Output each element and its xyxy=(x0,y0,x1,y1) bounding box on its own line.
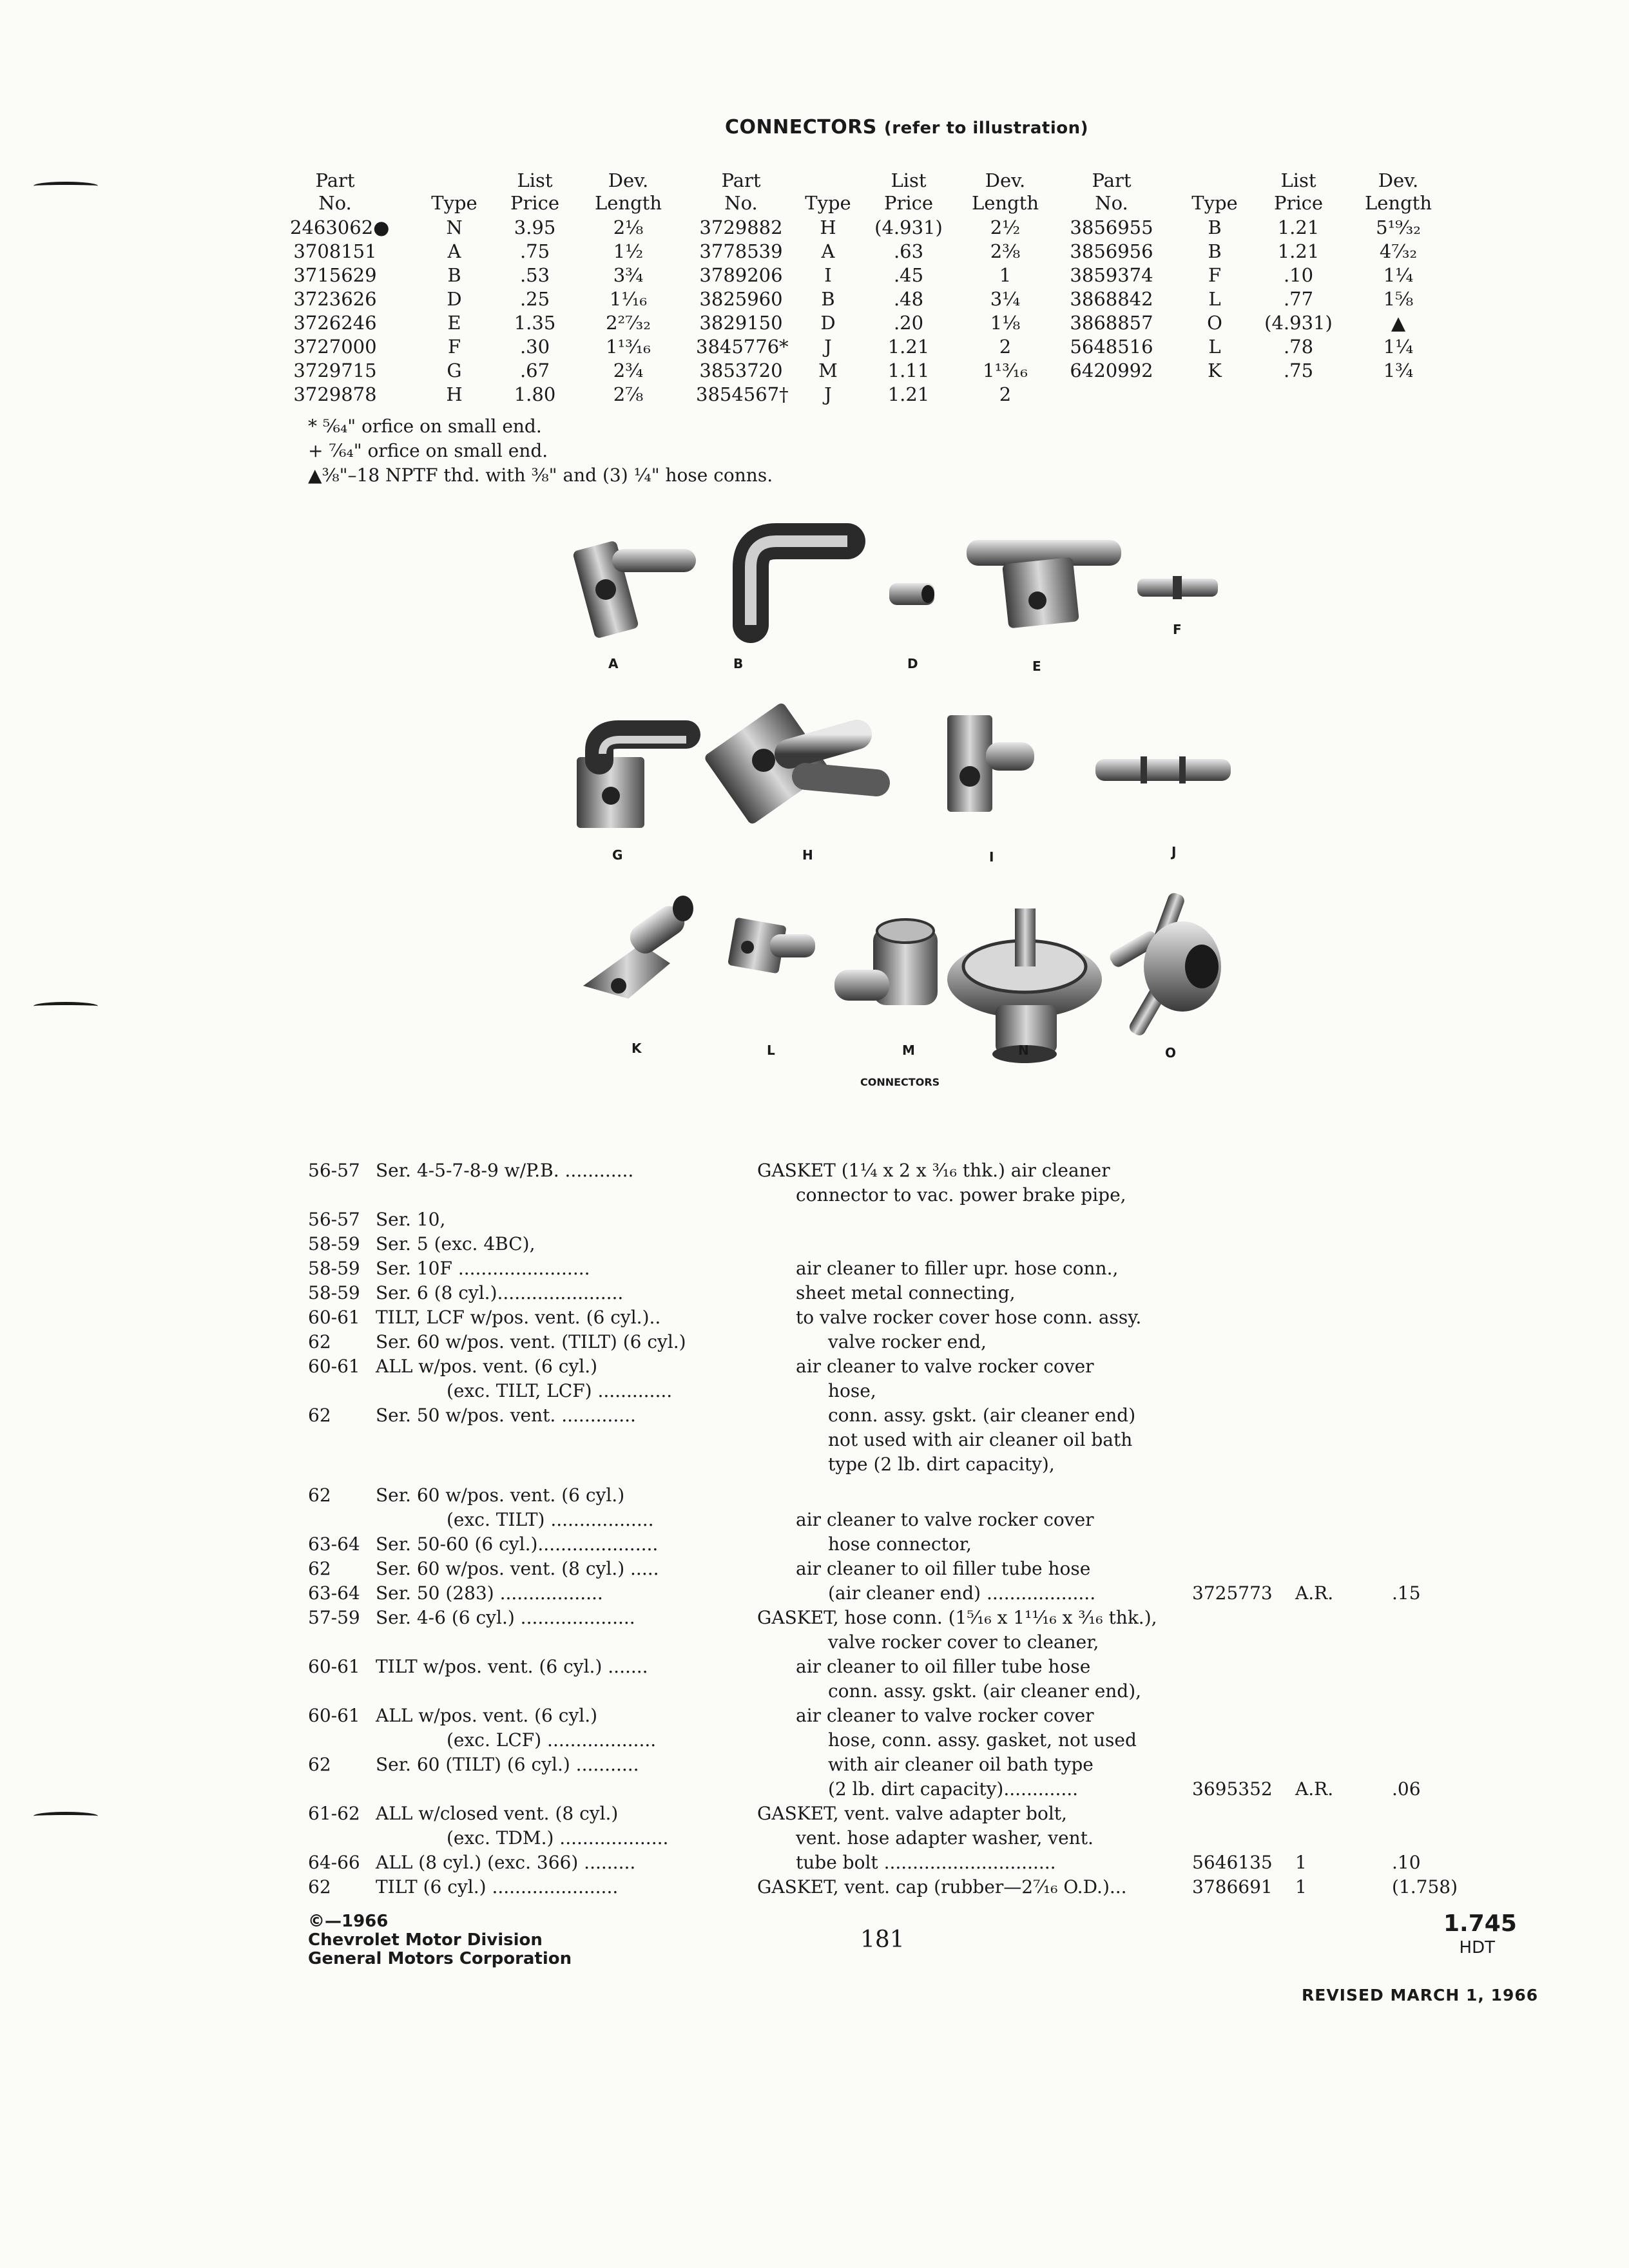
description: type (2 lb. dirt capacity), xyxy=(828,1454,1055,1475)
description: sheet metal connecting, xyxy=(796,1282,1016,1303)
description: (air cleaner end) ................... xyxy=(828,1582,1096,1604)
list-price: .45 xyxy=(893,264,924,286)
part-type: A xyxy=(821,240,835,262)
application: ALL (8 cyl.) (exc. 366) ......... xyxy=(376,1852,636,1873)
description: GASKET, hose conn. (1⁵⁄₁₆ x 1¹¹⁄₁₆ x ³⁄₁₆ thk.), xyxy=(757,1607,1157,1628)
header-part: Part xyxy=(1092,169,1132,191)
note-star: * ⁵⁄₆₄" orfice on small end. xyxy=(308,416,542,437)
description: hose, conn. assy. gasket, not used xyxy=(828,1729,1137,1751)
header-part: No. xyxy=(724,192,758,214)
application: (exc. LCF) ................... xyxy=(447,1729,657,1751)
section-number: 1.745 xyxy=(1443,1910,1517,1937)
part-number: 3829150 xyxy=(699,312,783,334)
note-dagger: + ⁷⁄₆₄" orfice on small end. xyxy=(308,440,548,461)
application: Ser. 4-5-7-8-9 w/P.B. ............ xyxy=(376,1160,634,1181)
description: air cleaner to valve rocker cover xyxy=(796,1705,1094,1726)
list-price: (4.931) xyxy=(1264,312,1333,334)
description: GASKET (1¼ x 2 x ³⁄₁₆ thk.) air cleaner xyxy=(757,1160,1110,1181)
header-type: Type xyxy=(431,192,477,214)
part-number: 3856955 xyxy=(1070,216,1153,238)
dev-length: 5¹⁹⁄₃₂ xyxy=(1376,216,1421,238)
connector-a-icon xyxy=(572,540,696,639)
description: air cleaner to valve rocker cover xyxy=(796,1509,1094,1530)
application: (exc. TILT) .................. xyxy=(447,1509,654,1530)
quantity: 1 xyxy=(1295,1876,1307,1898)
division: Chevrolet Motor Division xyxy=(308,1930,543,1950)
model-years: 61-62 xyxy=(308,1803,360,1824)
part-type: A xyxy=(447,240,461,262)
list-price: .63 xyxy=(893,240,924,262)
part-type: H xyxy=(446,383,463,405)
dev-length: 2 xyxy=(999,383,1012,405)
list-price: .30 xyxy=(519,336,550,358)
header-dev: Dev. xyxy=(608,169,649,191)
dev-length: 1⅝ xyxy=(1383,288,1414,310)
figure-label-d: D xyxy=(907,656,918,671)
list-price: 3.95 xyxy=(514,216,556,238)
dev-length: 1½ xyxy=(613,240,644,262)
part-number: 2463062● xyxy=(290,216,390,238)
part-number: 3695352 xyxy=(1192,1778,1273,1800)
part-number: 3715629 xyxy=(293,264,377,286)
figure-label-h: H xyxy=(802,847,813,863)
application: Ser. 4-6 (6 cyl.) .................... xyxy=(376,1607,635,1628)
part-number: 5648516 xyxy=(1070,336,1153,358)
part-type: F xyxy=(447,336,461,358)
part-number: 3725773 xyxy=(1192,1582,1273,1604)
application: Ser. 50 w/pos. vent. ............. xyxy=(376,1405,636,1426)
list-price: 1.21 xyxy=(1277,240,1320,262)
description: GASKET, vent. cap (rubber—2⁷⁄₁₆ O.D.)... xyxy=(757,1876,1127,1898)
header-part: No. xyxy=(1095,192,1128,214)
part-number: 3854567† xyxy=(696,383,789,405)
model-years: 60-61 xyxy=(308,1356,360,1377)
part-number: 3856956 xyxy=(1070,240,1153,262)
model-years: 64-66 xyxy=(308,1852,360,1873)
description: conn. assy. gskt. (air cleaner end) xyxy=(828,1405,1136,1426)
application: Ser. 6 (8 cyl.)...................... xyxy=(376,1282,624,1303)
application: Ser. 50-60 (6 cyl.)..................... xyxy=(376,1533,659,1555)
model-years: 60-61 xyxy=(308,1307,360,1328)
figure-caption: CONNECTORS xyxy=(860,1076,940,1088)
model-years: 62 xyxy=(308,1485,331,1506)
part-type: I xyxy=(824,264,832,286)
model-years: 56-57 xyxy=(308,1209,360,1230)
part-type: M xyxy=(818,360,838,381)
figure-label-k: K xyxy=(631,1041,642,1056)
header-part: No. xyxy=(318,192,352,214)
application: Ser. 60 w/pos. vent. (8 cyl.) ..... xyxy=(376,1558,659,1579)
dev-length: 2 xyxy=(999,336,1012,358)
figure-label-g: G xyxy=(612,847,623,863)
figure-label-j: J xyxy=(1171,844,1177,860)
part-number: 3825960 xyxy=(699,288,783,310)
description: to valve rocker cover hose conn. assy. xyxy=(796,1307,1142,1328)
application: Ser. 5 (exc. 4BC), xyxy=(376,1233,535,1254)
header-type: Type xyxy=(1191,192,1238,214)
header-price: Price xyxy=(1273,192,1324,214)
application: ALL w/pos. vent. (6 cyl.) xyxy=(376,1356,598,1377)
application: (exc. TDM.) ................... xyxy=(447,1827,669,1849)
connector-e-icon xyxy=(967,540,1121,628)
description: conn. assy. gskt. (air cleaner end), xyxy=(828,1680,1142,1702)
part-type: G xyxy=(447,360,462,381)
application: Ser. 10, xyxy=(376,1209,446,1230)
connector-d-icon xyxy=(889,583,934,605)
list-price: 1.80 xyxy=(514,383,556,405)
connector-b-icon xyxy=(751,541,847,625)
connector-k-icon xyxy=(583,896,693,999)
header-dev: Dev. xyxy=(1378,169,1419,191)
part-number: 3786691 xyxy=(1192,1876,1273,1898)
header-dev: Length xyxy=(1365,192,1432,214)
description: hose connector, xyxy=(828,1533,972,1555)
model-years: 60-61 xyxy=(308,1656,360,1677)
note-triangle: ▲⅜"–18 NPTF thd. with ⅜" and (3) ¼" hose conns. xyxy=(308,465,773,486)
connector-h-icon xyxy=(703,702,876,826)
part-number: 3853720 xyxy=(699,360,783,381)
copyright: ©—1966 xyxy=(308,1912,389,1931)
header-price: Price xyxy=(510,192,560,214)
connector-m-icon xyxy=(834,919,938,1005)
dev-length: 1¹³⁄₁₆ xyxy=(983,360,1028,381)
part-type: D xyxy=(447,288,462,310)
application: TILT, LCF w/pos. vent. (6 cyl.).. xyxy=(376,1307,661,1328)
price: .10 xyxy=(1392,1852,1421,1873)
part-number: 3729715 xyxy=(293,360,377,381)
price: .06 xyxy=(1392,1778,1421,1800)
list-price: .75 xyxy=(1283,360,1314,381)
description: with air cleaner oil bath type xyxy=(828,1754,1094,1775)
dev-length: 2¾ xyxy=(613,360,644,381)
part-type: J xyxy=(824,383,832,405)
part-type: E xyxy=(447,312,461,334)
price: (1.758) xyxy=(1392,1876,1458,1898)
part-number: 5646135 xyxy=(1192,1852,1273,1873)
connector-l-icon xyxy=(728,918,815,974)
figure-label-n: N xyxy=(1018,1043,1029,1058)
part-type: H xyxy=(820,216,836,238)
figure-label-i: I xyxy=(989,849,994,865)
part-number: 3729882 xyxy=(699,216,783,238)
model-years: 58-59 xyxy=(308,1282,360,1303)
part-number: 3723626 xyxy=(293,288,377,310)
model-years: 62 xyxy=(308,1876,331,1898)
list-price: (4.931) xyxy=(874,216,943,238)
list-price: .20 xyxy=(893,312,924,334)
application: Ser. 10F ....................... xyxy=(376,1258,590,1279)
connector-g-icon xyxy=(577,735,686,828)
header-price: List xyxy=(891,169,927,191)
part-number: 3868842 xyxy=(1070,288,1153,310)
page-title: CONNECTORS (refer to illustration) xyxy=(725,116,1088,139)
dev-length: 2⅛ xyxy=(613,216,644,238)
part-number: 3727000 xyxy=(293,336,377,358)
application: Ser. 50 (283) .................. xyxy=(376,1582,603,1604)
model-years: 63-64 xyxy=(308,1582,360,1604)
part-number: 3778539 xyxy=(699,240,783,262)
part-number: 3868857 xyxy=(1070,312,1153,334)
quantity: 1 xyxy=(1295,1852,1307,1873)
price: .15 xyxy=(1392,1582,1421,1604)
description: valve rocker cover to cleaner, xyxy=(828,1631,1099,1653)
description: (2 lb. dirt capacity)............. xyxy=(828,1778,1079,1800)
description: vent. hose adapter washer, vent. xyxy=(796,1827,1094,1849)
application: ALL w/pos. vent. (6 cyl.) xyxy=(376,1705,598,1726)
footer-publisher xyxy=(308,1912,572,1968)
list-price: .25 xyxy=(519,288,550,310)
model-years: 58-59 xyxy=(308,1258,360,1279)
part-type: B xyxy=(1208,240,1222,262)
application: TILT (6 cyl.) ...................... xyxy=(376,1876,619,1898)
header-dev: Length xyxy=(972,192,1039,214)
dev-length: 2½ xyxy=(990,216,1021,238)
description: not used with air cleaner oil bath xyxy=(828,1429,1133,1450)
part-type: J xyxy=(824,336,832,358)
page-number: 181 xyxy=(860,1927,905,1953)
dev-length: 3¼ xyxy=(990,288,1021,310)
figure-label-f: F xyxy=(1173,622,1182,637)
part-number: 6420992 xyxy=(1070,360,1153,381)
dev-length: 1¼ xyxy=(1383,336,1414,358)
part-type: K xyxy=(1208,360,1222,381)
model-years: 62 xyxy=(308,1754,331,1775)
part-number: 3726246 xyxy=(293,312,377,334)
dev-length: 4⁷⁄₃₂ xyxy=(1379,240,1418,262)
figure-label-b: B xyxy=(733,656,744,671)
dev-length: 3¾ xyxy=(613,264,644,286)
figure-label-o: O xyxy=(1165,1045,1177,1061)
connector-i-icon xyxy=(947,715,1034,812)
application: Ser. 60 w/pos. vent. (TILT) (6 cyl.) xyxy=(376,1331,686,1352)
connector-o-icon xyxy=(1108,891,1221,1037)
description: air cleaner to valve rocker cover xyxy=(796,1356,1094,1377)
part-number: 3859374 xyxy=(1070,264,1153,286)
model-years: 63-64 xyxy=(308,1533,360,1555)
list-price: .48 xyxy=(893,288,924,310)
list-price: .53 xyxy=(519,264,550,286)
list-price: .67 xyxy=(519,360,550,381)
model-years: 58-59 xyxy=(308,1233,360,1254)
description: air cleaner to filler upr. hose conn., xyxy=(796,1258,1119,1279)
header-part: Part xyxy=(315,169,355,191)
model-years: 62 xyxy=(308,1405,331,1426)
model-years: 60-61 xyxy=(308,1705,360,1726)
dev-length: 1¼ xyxy=(1383,264,1414,286)
description: tube bolt .............................. xyxy=(796,1852,1056,1873)
model-years: 62 xyxy=(308,1558,331,1579)
description: connector to vac. power brake pipe, xyxy=(796,1184,1126,1206)
quantity: A.R. xyxy=(1295,1582,1334,1604)
connector-j-icon xyxy=(1095,756,1231,783)
dev-length: 1 xyxy=(999,264,1012,286)
header-type: Type xyxy=(805,192,851,214)
header-part: Part xyxy=(721,169,761,191)
list-price: 1.11 xyxy=(887,360,930,381)
dev-length: 2⅜ xyxy=(990,240,1021,262)
part-type: N xyxy=(446,216,463,238)
part-type: B xyxy=(447,264,461,286)
list-price: 1.21 xyxy=(887,336,930,358)
part-number: 3708151 xyxy=(293,240,377,262)
revision-date: REVISED MARCH 1, 1966 xyxy=(1302,1986,1539,2004)
part-number: 3729878 xyxy=(293,383,377,405)
part-type: O xyxy=(1207,312,1222,334)
header-dev: Length xyxy=(595,192,662,214)
connector-f-icon xyxy=(1137,576,1218,599)
part-type: F xyxy=(1208,264,1222,286)
list-price: 1.21 xyxy=(887,383,930,405)
dev-length: 1¾ xyxy=(1383,360,1414,381)
dev-length: 1¹⁄₁₆ xyxy=(609,288,648,310)
part-type: L xyxy=(1208,336,1221,358)
list-price: .10 xyxy=(1283,264,1314,286)
list-price: .78 xyxy=(1283,336,1314,358)
application: Ser. 60 w/pos. vent. (6 cyl.) xyxy=(376,1485,625,1506)
quantity: A.R. xyxy=(1295,1778,1334,1800)
dev-length: 2⅞ xyxy=(613,383,644,405)
model-years: 62 xyxy=(308,1331,331,1352)
model-years: 56-57 xyxy=(308,1160,360,1181)
description: hose, xyxy=(828,1380,876,1401)
dev-length: 1⅛ xyxy=(990,312,1021,334)
description: air cleaner to oil filler tube hose xyxy=(796,1656,1091,1677)
figure-label-a: A xyxy=(608,656,619,671)
list-price: 1.21 xyxy=(1277,216,1320,238)
part-type: D xyxy=(820,312,836,334)
application: Ser. 60 (TILT) (6 cyl.) ........... xyxy=(376,1754,639,1775)
dev-length: 2²⁷⁄₃₂ xyxy=(606,312,651,334)
list-price: .75 xyxy=(519,240,550,262)
figure-label-m: M xyxy=(902,1043,915,1058)
header-dev: Dev. xyxy=(985,169,1026,191)
corporation: General Motors Corporation xyxy=(308,1949,572,1968)
header-price: Price xyxy=(883,192,934,214)
description: air cleaner to oil filler tube hose xyxy=(796,1558,1091,1579)
part-number: 3789206 xyxy=(699,264,783,286)
part-type: B xyxy=(821,288,835,310)
header-price: List xyxy=(1280,169,1316,191)
dev-length: 1¹³⁄₁₆ xyxy=(606,336,651,358)
list-price: 1.35 xyxy=(514,312,556,334)
application: TILT w/pos. vent. (6 cyl.) ....... xyxy=(376,1656,648,1677)
application: (exc. TILT, LCF) ............. xyxy=(447,1380,673,1401)
description: valve rocker end, xyxy=(828,1331,987,1352)
figure-label-e: E xyxy=(1032,658,1041,674)
figure-label-l: L xyxy=(767,1043,775,1058)
list-price: .77 xyxy=(1283,288,1314,310)
section-code: HDT xyxy=(1459,1938,1495,1957)
model-years: 57-59 xyxy=(308,1607,360,1628)
header-price: List xyxy=(517,169,553,191)
connector-n-icon xyxy=(947,908,1102,1063)
description: GASKET, vent. valve adapter bolt, xyxy=(757,1803,1067,1824)
application: ALL w/closed vent. (8 cyl.) xyxy=(376,1803,619,1824)
part-type: B xyxy=(1208,216,1222,238)
dev-length: ▲ xyxy=(1391,312,1406,334)
part-type: L xyxy=(1208,288,1221,310)
part-number: 3845776* xyxy=(696,336,789,358)
